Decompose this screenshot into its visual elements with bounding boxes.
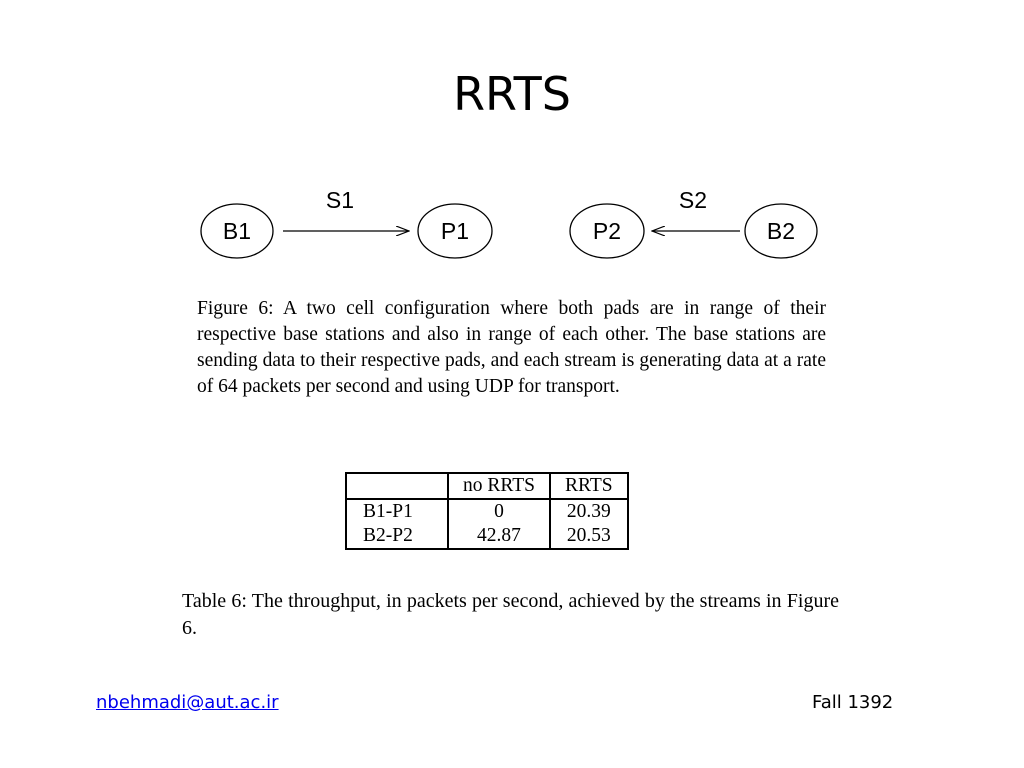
node-p2 — [570, 204, 644, 258]
table-header-rrts: RRTS — [550, 473, 628, 499]
table-row — [346, 499, 628, 524]
node-b1 — [201, 204, 273, 258]
node-p2-label: P2 — [592, 218, 622, 244]
table-header-corner — [346, 473, 448, 499]
footer-term: Fall 1392 — [812, 692, 894, 713]
footer-email-link[interactable]: nbehmadi@aut.ac.ir — [96, 692, 279, 713]
edge-s1-label: S1 — [325, 187, 355, 213]
cell-diagram — [180, 178, 830, 268]
table-header-row — [346, 473, 628, 499]
node-b1-label: B1 — [222, 218, 252, 244]
table-row — [346, 524, 628, 549]
table-cell-no-rrts: 42.87 — [448, 524, 550, 549]
throughput-table — [345, 472, 629, 550]
node-p1 — [418, 204, 492, 258]
table-caption: Table 6: The throughput, in packets per second, achieved by the streams in Figure 6. — [182, 590, 839, 639]
table-cell-rrts: 20.39 — [550, 499, 628, 524]
table-cell-rrts: 20.53 — [550, 524, 628, 549]
figure-caption: Figure 6: A two cell configuration where both pads are in range of their respective base stations and also in range of each other. The base stations are sending data to their respective pads, and each stream is generating data at a rate of 64 packets per second and using UDP for transport. — [197, 298, 826, 397]
table-cell-no-rrts: 0 — [448, 499, 550, 524]
node-p1-label: P1 — [440, 218, 470, 244]
edge-s2-label: S2 — [678, 187, 708, 213]
table-row-label: B1-P1 — [346, 499, 448, 524]
node-b2-label: B2 — [766, 218, 796, 244]
table-header-no-rrts: no RRTS — [448, 473, 550, 499]
table-row-label: B2-P2 — [346, 524, 448, 549]
slide-title: RRTS — [453, 67, 571, 121]
node-b2 — [745, 204, 817, 258]
